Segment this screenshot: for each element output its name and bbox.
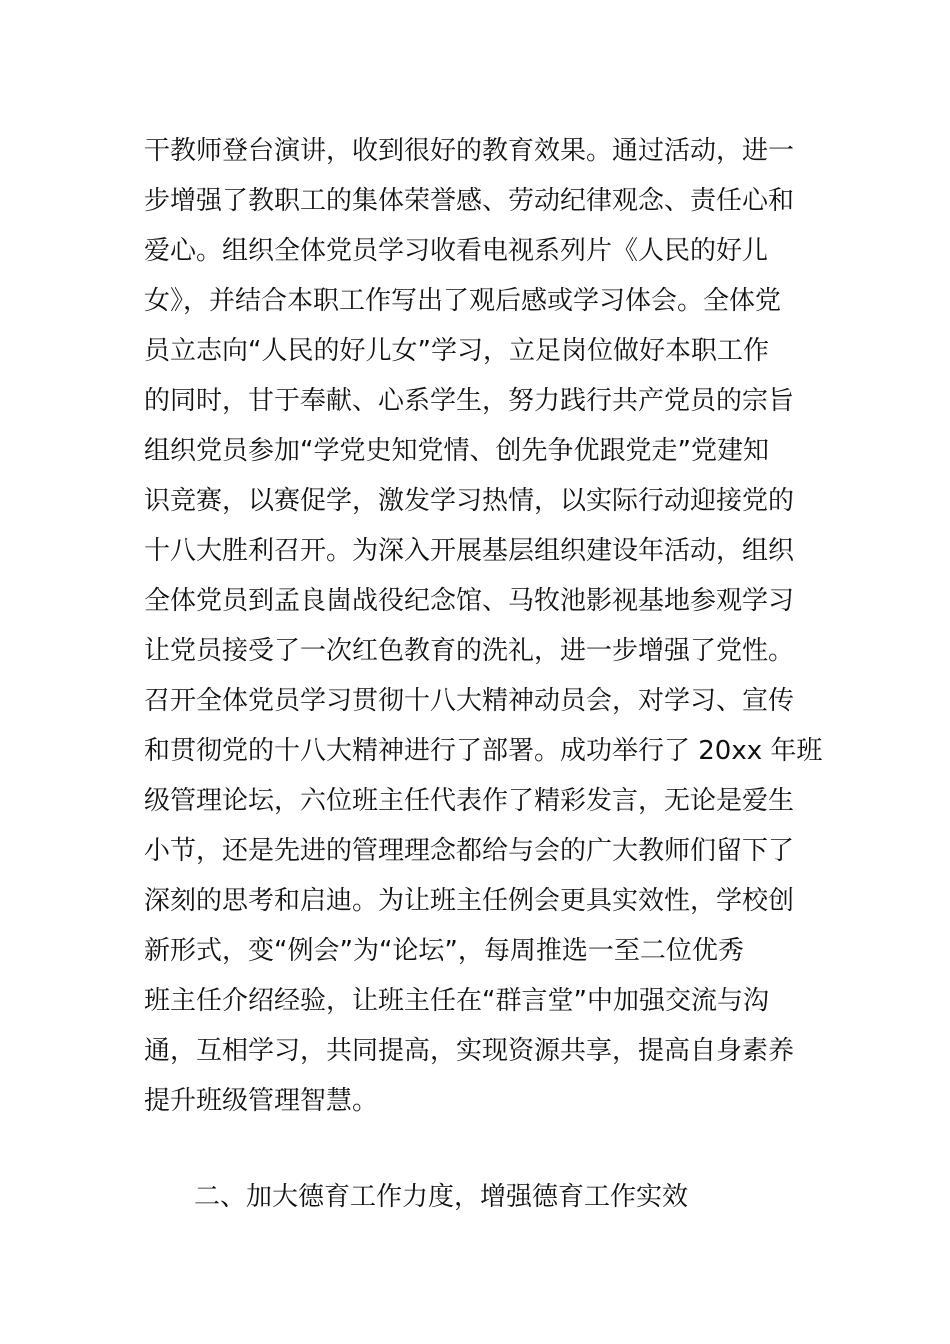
text-line-7: 组织党员参加“学党史知党情、创先争优跟党走”党建知 [144,436,769,466]
text-line-13: 和贯彻党的十八大精神进行了部署。成功举行了 20xx 年班 [144,736,823,766]
text-line-12: 召开全体党员学习贯彻十八大精神动员会，对学习、宣传 [144,686,795,716]
text-line-4: 女》，并结合本职工作写出了观后感或学习体会。全体党 [144,286,782,316]
text-line-5: 员立志向“人民的好儿女”学习，立足岗位做好本职工作 [144,336,769,366]
section-heading: 二、加大德育工作力度，增强德育工作实效 [194,1182,689,1212]
text-line-11: 让党员接受了一次红色教育的洗礼，进一步增强了党性。 [144,636,795,666]
text-line-6: 的同时，甘于奉献、心系学生，努力践行共产党员的宗旨 [144,386,795,416]
text-line-16: 深刻的思考和启迪。为让班主任例会更具实效性，学校创 [144,886,795,916]
text-line-3: 爱心。组织全体党员学习收看电视系列片《人民的好儿 [144,236,769,266]
text-line-15: 小节，还是先进的管理理念都给与会的广大教师们留下了 [144,836,795,866]
text-line-20: 提升班级管理智慧。 [144,1086,379,1116]
text-line-17: 新形式，变“例会”为“论坛”，每周推选一至二位优秀 [144,936,744,966]
text-line-1: 干教师登台演讲，收到很好的教育效果。通过活动，进一 [144,136,795,166]
text-line-2: 步增强了教职工的集体荣誉感、劳动纪律观念、责任心和 [144,186,795,216]
text-line-19: 通，互相学习，共同提高，实现资源共享，提高自身素养 [144,1036,795,1066]
text-line-8: 识竞赛，以赛促学，激发学习热情，以实际行动迎接党的 [144,486,795,516]
text-line-10: 全体党员到孟良崮战役纪念馆、马牧池影视基地参观学习 [144,586,795,616]
body-paragraph [144,126,824,1126]
text-line-9: 十八大胜利召开。为深入开展基层组织建设年活动，组织 [144,536,795,566]
text-line-18: 班主任介绍经验，让班主任在“群言堂”中加强交流与沟 [144,986,769,1016]
text-line-14: 级管理论坛，六位班主任代表作了精彩发言，无论是爱生 [144,786,795,816]
